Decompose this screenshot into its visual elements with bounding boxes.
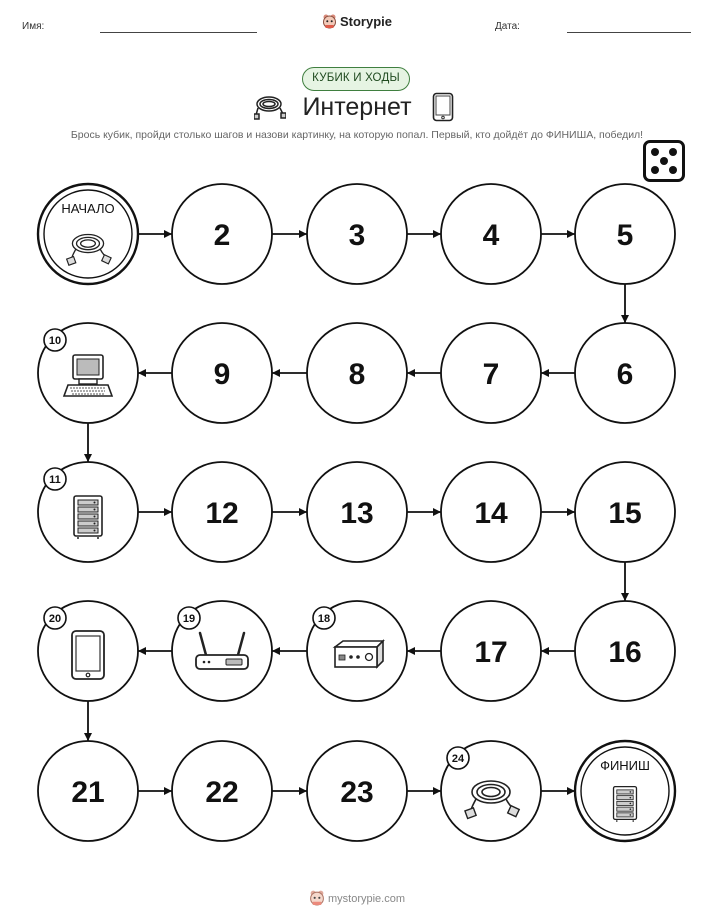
path-arrow — [541, 230, 575, 238]
cell-number: 13 — [340, 497, 374, 530]
path-arrow — [138, 230, 172, 238]
path-arrow — [407, 787, 441, 795]
footer — [0, 889, 714, 906]
cell-number: 5 — [616, 219, 634, 252]
board-cell-25 — [575, 741, 675, 841]
board-cell-17 — [441, 601, 541, 701]
path-arrow — [621, 284, 629, 323]
board-cell-12 — [172, 462, 272, 562]
instructions: Брось кубик, пройди столько шагов и назови картинку, на которую попал. Первый, кто дойдёт до ФИНИША, победил! — [70, 129, 644, 141]
storypie-logo-icon — [309, 889, 325, 906]
cell-number-badge: 24 — [451, 753, 465, 765]
server-icon — [74, 496, 102, 539]
board-cell-8 — [307, 323, 407, 423]
path-arrow — [272, 369, 307, 377]
board-cell-11 — [38, 462, 138, 562]
board-cell-13 — [307, 462, 407, 562]
cell-number: 8 — [348, 358, 366, 391]
cell-number-badge: 11 — [49, 474, 61, 486]
cell-number: 21 — [71, 776, 105, 809]
modem-icon — [335, 641, 383, 667]
path-arrow — [272, 508, 307, 516]
server-icon — [614, 787, 637, 822]
cell-number: 3 — [348, 219, 366, 252]
path-arrow — [84, 423, 92, 462]
board-cell-23 — [307, 741, 407, 841]
path-arrow — [541, 369, 575, 377]
path-arrow — [138, 508, 172, 516]
path-arrow — [272, 230, 307, 238]
board-cell-24 — [441, 741, 541, 841]
board-cell-20 — [38, 601, 138, 701]
board-cell-10 — [38, 323, 138, 423]
board-cell-3 — [307, 184, 407, 284]
cell-number: 16 — [608, 636, 642, 669]
path-arrow — [407, 508, 441, 516]
path-arrow — [138, 369, 172, 377]
board-cell-6 — [575, 323, 675, 423]
path-arrow — [407, 369, 441, 377]
footer-site: mystorypie.com — [327, 893, 406, 905]
path-arrow — [84, 701, 92, 741]
finish-label: ФИНИШ — [600, 758, 650, 773]
cell-number: 14 — [474, 497, 508, 530]
board-cell-9 — [172, 323, 272, 423]
cell-number: 17 — [474, 636, 508, 669]
cell-number-badge: 19 — [182, 613, 196, 625]
path-arrow — [407, 230, 441, 238]
activity-badge: КУБИК И ХОДЫ — [302, 67, 410, 91]
cell-number-badge: 10 — [48, 335, 62, 347]
path-arrow — [541, 508, 575, 516]
board-cell-4 — [441, 184, 541, 284]
path-arrow — [272, 787, 307, 795]
cell-number: 7 — [482, 358, 500, 391]
path-arrow — [541, 647, 575, 655]
path-arrow — [621, 562, 629, 601]
board-cell-15 — [575, 462, 675, 562]
page-title: Интернет — [302, 93, 412, 121]
cell-number: 12 — [205, 497, 239, 530]
path-arrow — [541, 787, 575, 795]
cell-number: 2 — [213, 219, 231, 252]
cell-number: 4 — [482, 219, 500, 252]
board-cell-5 — [575, 184, 675, 284]
cell-number: 23 — [340, 776, 374, 809]
board-cell-1 — [38, 184, 138, 284]
path-arrow — [138, 787, 172, 795]
board-cell-14 — [441, 462, 541, 562]
path-arrow — [407, 647, 441, 655]
date-label: Дата: — [495, 21, 520, 32]
board-cell-21 — [38, 741, 138, 841]
board-cell-18 — [307, 601, 407, 701]
cell-number-badge: 18 — [317, 613, 331, 625]
brand-name: Storypie — [339, 14, 392, 29]
cell-number: 22 — [205, 776, 239, 809]
board-cell-2 — [172, 184, 272, 284]
path-arrow — [138, 647, 172, 655]
board-cell-19 — [172, 601, 272, 701]
name-label: Имя: — [22, 21, 45, 32]
start-label: НАЧАЛО — [61, 201, 115, 216]
cell-number: 6 — [616, 358, 634, 391]
cell-number-badge: 20 — [48, 613, 62, 625]
tablet-icon — [72, 631, 104, 679]
board-cell-16 — [575, 601, 675, 701]
cell-number: 9 — [213, 358, 231, 391]
board-cell-7 — [441, 323, 541, 423]
board-cell-22 — [172, 741, 272, 841]
path-arrow — [272, 647, 307, 655]
cell-number: 15 — [608, 497, 642, 530]
